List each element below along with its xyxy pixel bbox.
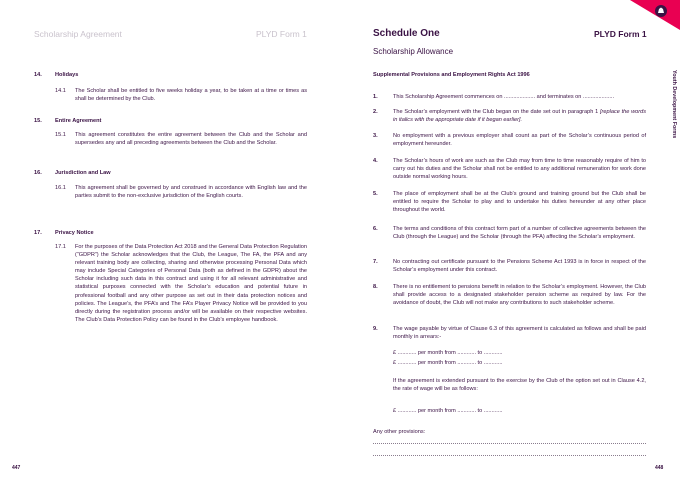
wage-line-3[interactable]: £ ............ per month from ............ to ............ <box>393 408 503 414</box>
item-8: There is no entitlement to pensions benefit in relation to the Scholar’s employment. However, the Club shall provide access to a designated stakeholder pension scheme as required by law. For the avoidance of doubt, the Club will not make any contributions to such stakeholder scheme. <box>393 284 646 307</box>
item-7: No contracting out certificate pursuant to the Pensions Scheme Act 1993 is in force in respect of the Scholar’s employment under this contract. <box>393 259 646 274</box>
clause-14-1: The Scholar shall be entitled to five weeks holiday a year, to be taken at a time or times as shall be determined by the Club. <box>75 88 307 103</box>
clause-number: 16.1 <box>55 185 66 191</box>
item-number: 2. <box>373 109 378 115</box>
item-number: 9. <box>373 326 378 332</box>
item-number: 5. <box>373 191 378 197</box>
item-5: The place of employment shall be at the Club’s ground and training ground but the Club shall be entitled to require the Scholar to play and to undertake his duties hereunder at any other place throughout the world. <box>393 191 646 214</box>
lion-crest-icon <box>654 4 668 18</box>
wage-line-1[interactable]: £ ............ per month from ............ to ............ <box>393 350 503 356</box>
page-number-left: 447 <box>12 465 21 471</box>
left-header-form: PLYD Form 1 <box>256 29 307 39</box>
section-number: 14. <box>34 72 42 78</box>
section-title: Holidays <box>55 72 79 78</box>
clause-17-1: For the purposes of the Data Protection Act 2018 and the General Data Protection Regulation (“GDPR”) the Scholar acknowledges that the Club, the League, The FA, the PFA and any relevant training body are collecting, sharing and otherwise processing Personal Data which may include Special Categories of Personal Data (both as defined in the GDPR) about the Scholar including such data in this contract and using it for all relevant administrative and statistical purposes connected with the Scholar’s education and potential future in professional football and any other purpose as set out in their data protection notices and policies. The League’s, the PFA’s and The FA’s Player Privacy Notice will be provided to you directly during the registration process and/or will be available on their respective websites. The Club’s Data Protection Policy can be found in the Club’s employee handbook. <box>75 244 307 323</box>
page-number-right: 448 <box>655 465 664 471</box>
item-number: 1. <box>373 94 378 100</box>
section-number: 16. <box>34 170 42 176</box>
other-provisions-label: Any other provisions: <box>373 429 426 435</box>
item-2-italic: [replace the words in italics with the appropriate date if it began earlier]. <box>393 109 646 124</box>
item-number: 6. <box>373 226 378 232</box>
left-header-title: Scholarship Agreement <box>34 29 122 39</box>
clause-16-1: This agreement shall be governed by and construed in accordance with English law and the parties submit to the non-exclusive jurisdiction of the English courts. <box>75 185 307 200</box>
schedule-subtitle: Scholarship Allowance <box>373 47 454 56</box>
clause-number: 17.1 <box>55 244 66 250</box>
section-number: 17. <box>34 230 42 236</box>
item-2 <box>393 108 646 124</box>
item-3: No employment with a previous employer shall count as part of the Scholar’s continuous period of employment hereunder. <box>393 133 646 148</box>
item-number: 7. <box>373 259 378 265</box>
other-provisions-line-1[interactable] <box>373 443 646 444</box>
item-number: 4. <box>373 158 378 164</box>
supplemental-heading <box>373 71 645 79</box>
schedule-title: Schedule One <box>373 28 440 39</box>
item-9: The wage payable by virtue of Clause 6.3 of this agreement is calculated as follows and shall be paid monthly in arrears:- <box>393 326 646 341</box>
section-title: Privacy Notice <box>55 230 94 236</box>
wage-line-2[interactable]: £ ............ per month from ............ to ............ <box>393 360 503 366</box>
clause-number: 14.1 <box>55 88 66 94</box>
clause-15-1: This agreement constitutes the entire agreement between the Club and the Scholar and supersedes any and all preceding agreements between the Club and the Scholar. <box>75 132 307 147</box>
item-number: 3. <box>373 133 378 139</box>
section-title: Entire Agreement <box>55 118 102 124</box>
section-number: 15. <box>34 118 42 124</box>
item-6: The terms and conditions of this contract form part of a number of collective agreements between the Club (through the League) and the Scholar (through the PFA) affecting the Scholar’s employment. <box>393 226 646 241</box>
item-1: This Scholarship Agreement commences on .................... and terminates on .................... <box>393 94 615 100</box>
side-label: Youth Development Forms <box>671 70 677 139</box>
section-title: Jurisdiction and Law <box>55 170 111 176</box>
item-4: The Scholar’s hours of work are such as the Club may from time to time reasonably require of him to carry out his duties and the Scholar shall not be entitled to any additional remuneration for work done outside normal working hours. <box>393 158 646 181</box>
item-2-text: The Scholar’s employment with the Club began on the date set out in paragraph 1 <box>393 109 599 115</box>
clause-number: 15.1 <box>55 132 66 138</box>
item-number: 8. <box>373 284 378 290</box>
extension-text: If the agreement is extended pursuant to the exercise by the Club of the option set out in Clause 4.2, the rate of wage will be as follows: <box>393 378 646 393</box>
other-provisions-line-2[interactable] <box>373 455 646 456</box>
right-header-form: PLYD Form 1 <box>594 29 647 39</box>
supplemental-heading-text: Supplemental Provisions and Employment Rights Act 1996 <box>373 72 530 78</box>
